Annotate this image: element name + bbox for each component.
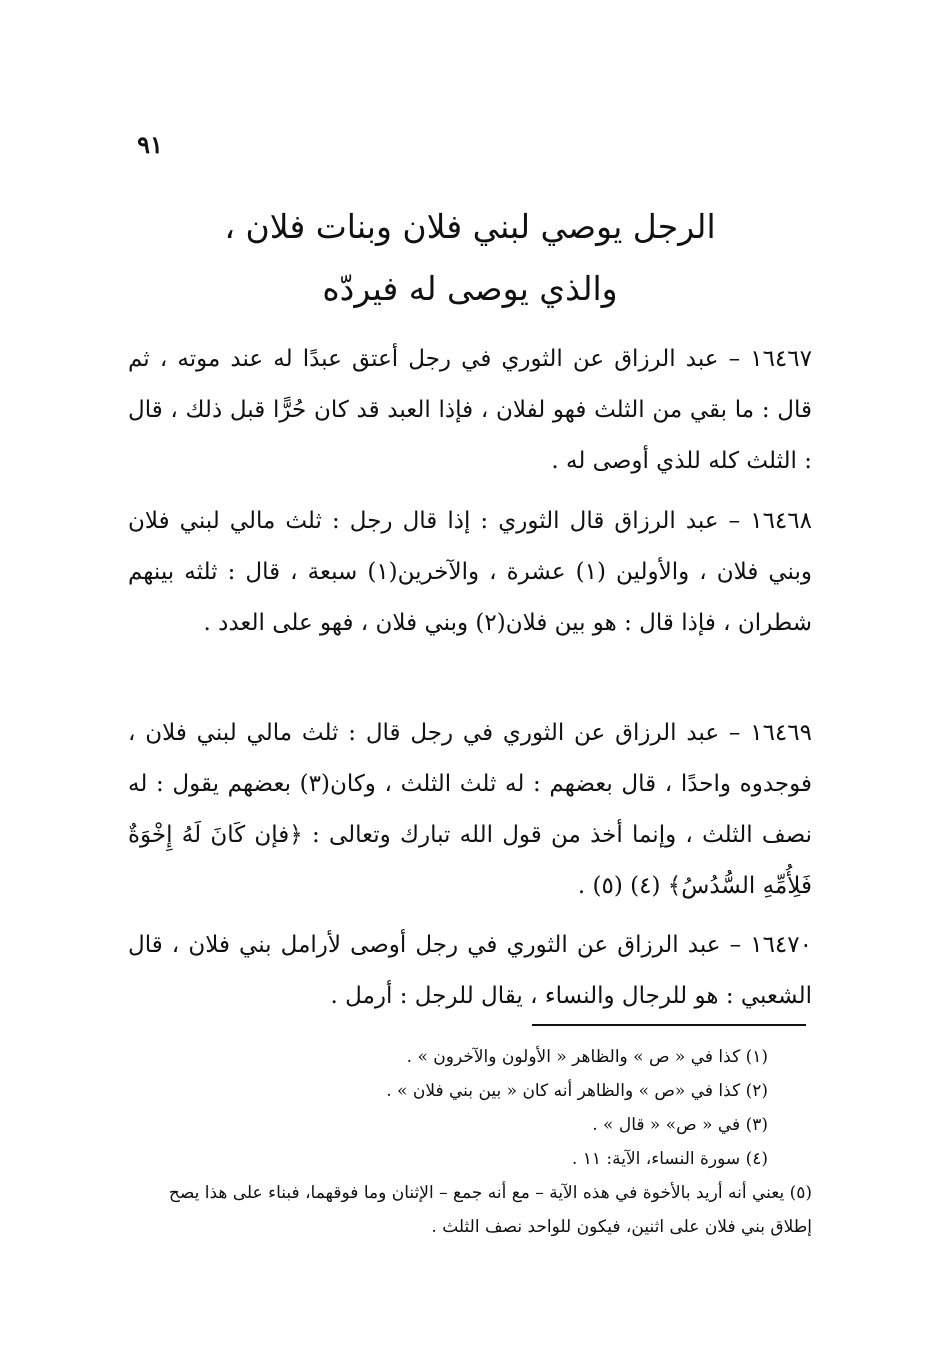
chapter-title-line-1: الرجل يوصي لبني فلان وبنات فلان ، [224,207,716,246]
hadith-16470: ١٦٤٧٠ – عبد الرزاق عن الثوري في رجل أوصى لأرامل بني فلان ، قال الشعبي : هو للرجال والنساء ، يقال للرجل : أرمل . [128,932,812,1009]
hadith-16469: ١٦٤٦٩ – عبد الرزاق عن الثوري في رجل قال : ثلث مالي لبني فلان ، فوجدوه واحدًا ، قال بعضهم : له ثلث الثلث ، وكان(٣) بعضهم يقول : له نصف الثلث ، وإنما أخذ من قول الله تبارك وتعالى : ﴿فإن كَانَ لَهُ إِخْوَةٌ فَلِأُمِّهِ السُّدُسُ﴾ (٤) (٥) . [128,720,812,899]
chapter-title-line-2: والذي يوصى له فيردّه [322,269,618,308]
chapter-title [130,196,810,320]
footnote-divider [532,1024,806,1026]
hadith-16467: ١٦٤٦٧ – عبد الرزاق عن الثوري في رجل أعتق عبدًا له عند موته ، ثم قال : ما بقي من الثلث فهو لفلان ، فإذا العبد قد كان حُرًّا قبل ذلك ، قال : الثلث كله للذي أوصى له . [128,346,812,474]
hadith-16468: ١٦٤٦٨ – عبد الرزاق قال الثوري : إذا قال رجل : ثلث مالي لبني فلان وبني فلان ، والأولين (١) عشرة ، والآخرين(١) سبعة ، قال : ثلثه بينهم شطران ، فإذا قال : هو بين فلان(٢) وبني فلان ، فهو على العدد . [128,508,813,636]
footnote-3: (٣) في « ص» « قال » . [592,1115,768,1135]
footnote-5: (٥) يعني أنه أريد بالأخوة في هذه الآية – مع أنه جمع – الإثنان وما فوقهما، فبناء على هذا يصح إطلاق بني فلان على اثنين، فيكون للواحد نصف الثلث . [168,1183,812,1237]
footnotes [128,1040,812,1244]
footnote-1: (١) كذا في « ص » والظاهر « الأولون والآخرون » . [406,1047,768,1067]
page-number: ٩١ [137,130,163,159]
footnote-4: (٤) سورة النساء، الآية: ١١ . [571,1149,768,1169]
footnote-2: (٢) كذا في «ص » والظاهر أنه كان « بين بني فلان » . [386,1081,768,1101]
